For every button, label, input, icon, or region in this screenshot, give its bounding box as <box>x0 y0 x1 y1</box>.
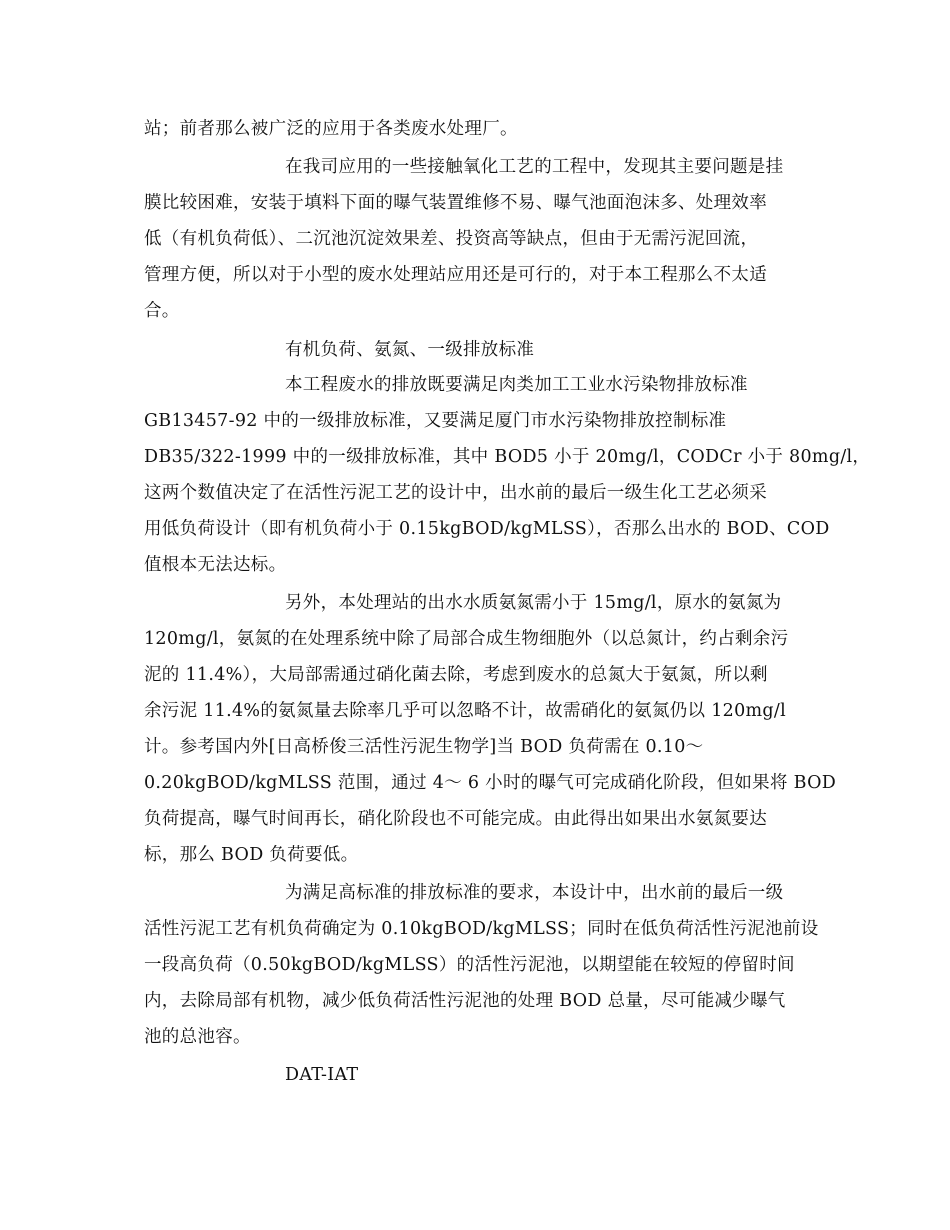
text-line: 120mg/l，氨氮的在处理系统中除了局部合成生物细胞外（以总氮计，约占剩余污 <box>144 629 789 649</box>
paragraph-first-line: 另外，本处理站的出水水质氨氮需小于 15mg/l，原水的氨氮为 <box>285 593 782 613</box>
text-line: 泥的 11.4%），大局部需通过硝化菌去除，考虑到废水的总氮大于氨氮，所以剩 <box>144 665 768 685</box>
text-line: 活性污泥工艺有机负荷确定为 0.10kgBOD/kgMLSS；同时在低负荷活性污泥池前设 <box>144 919 819 939</box>
text-line: 管理方便，所以对于小型的废水处理站应用还是可行的，对于本工程那么不太适 <box>144 265 767 285</box>
text-line: 内，去除局部有机物，减少低负荷活性污泥池的处理 BOD 总量，尽可能减少曝气 <box>144 991 786 1011</box>
text-line: 低（有机负荷低）、二沉池沉淀效果差、投资高等缺点，但由于无需污泥回流， <box>144 229 759 249</box>
paragraph-first-line: 在我司应用的一些接触氧化工艺的工程中，发现其主要问题是挂 <box>285 157 784 177</box>
text-line: 这两个数值决定了在活性污泥工艺的设计中，出水前的最后一级生化工艺必须采 <box>144 483 767 503</box>
text-line: 站；前者那么被广泛的应用于各类废水处理厂。 <box>144 119 518 139</box>
text-line: 膜比较困难，安装于填料下面的曝气装置维修不易、曝气池面泡沫多、处理效率 <box>144 193 767 213</box>
paragraph-first-line: 为满足高标准的排放标准的要求，本设计中，出水前的最后一级 <box>285 883 784 903</box>
text-line: 池的总池容。 <box>144 1027 251 1047</box>
text-line: 0.20kgBOD/kgMLSS 范围，通过 4～ 6 小时的曝气可完成硝化阶段，但如果将 BOD <box>144 773 837 793</box>
text-line: 一段高负荷（0.50kgBOD/kgMLSS）的活性污泥池，以期望能在较短的停留时间 <box>144 955 795 975</box>
text-line: 标，那么 BOD 负荷要低。 <box>144 845 359 865</box>
section-heading: DAT-IAT <box>285 1065 359 1085</box>
text-line: 用低负荷设计（即有机负荷小于 0.15kgBOD/kgMLSS），否那么出水的 BOD、COD <box>144 519 830 539</box>
text-line: 负荷提高，曝气时间再长，硝化阶段也不可能完成。由此得出如果出水氨氮要达 <box>144 809 767 829</box>
text-line: GB13457-92 中的一级排放标准，又要满足厦门市水污染物排放控制标准 <box>144 411 727 431</box>
text-line: DB35/322-1999 中的一级排放标准，其中 BOD5 小于 20mg/l，CODCr 小于 80mg/l， <box>144 447 871 467</box>
text-line: 合。 <box>144 301 180 321</box>
paragraph-first-line: 本工程废水的排放既要满足肉类加工工业水污染物排放标准 <box>285 375 748 395</box>
text-line: 值根本无法达标。 <box>144 555 287 575</box>
section-heading: 有机负荷、氨氮、一级排放标准 <box>285 340 535 360</box>
text-line: 计。参考国内外[日高桥俊三活性污泥生物学]当 BOD 负荷需在 0.10～ <box>144 737 704 757</box>
text-line: 余污泥 11.4%的氨氮量去除率几乎可以忽略不计，故需硝化的氨氮仍以 120mg/l <box>144 701 787 721</box>
